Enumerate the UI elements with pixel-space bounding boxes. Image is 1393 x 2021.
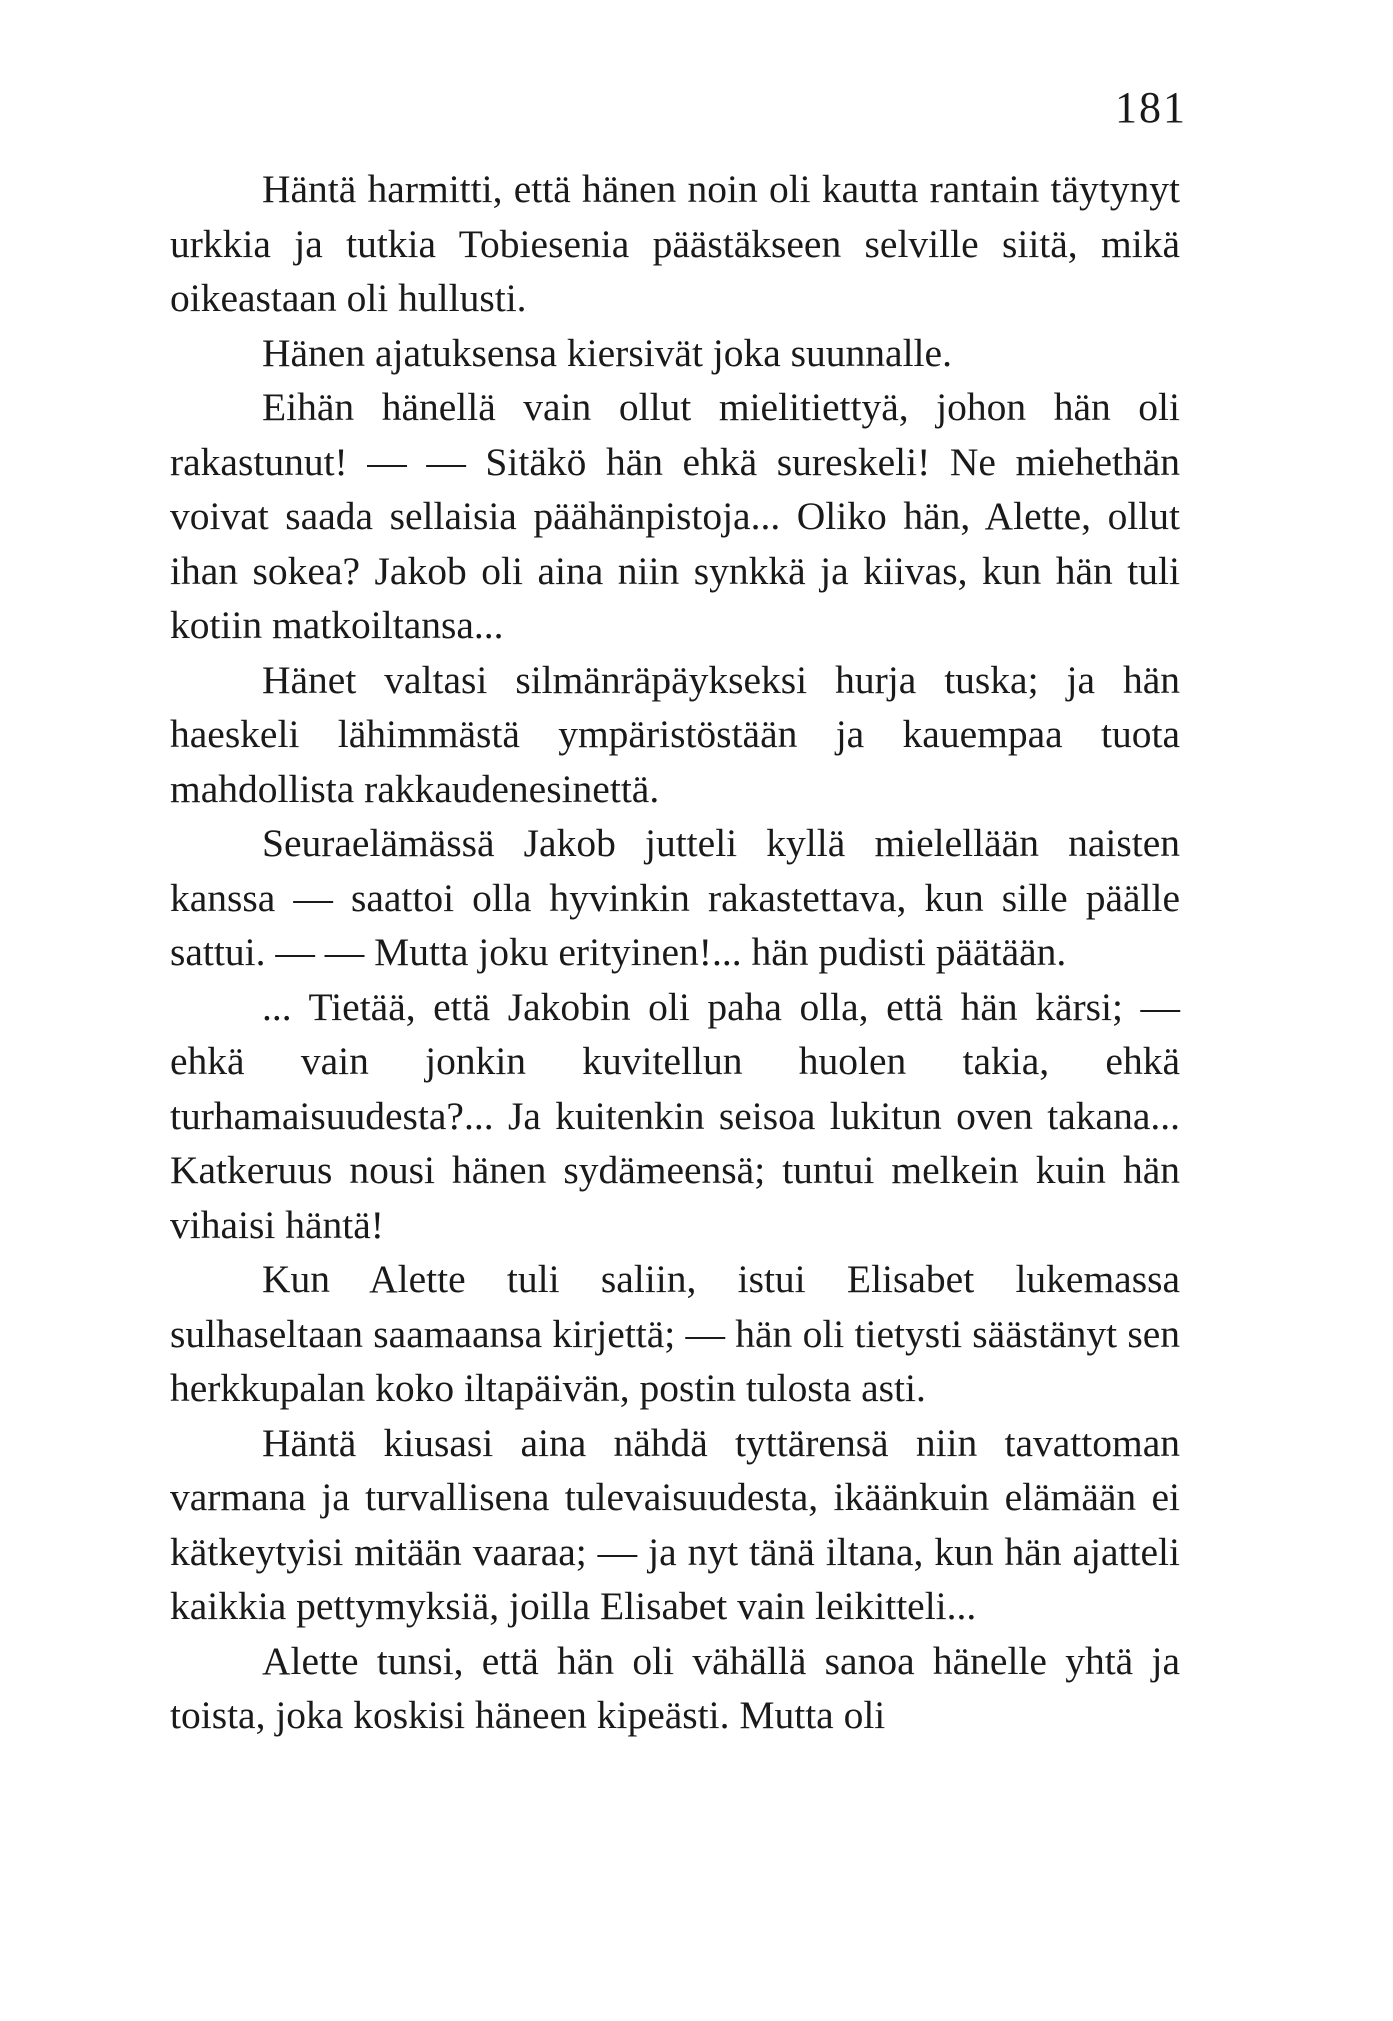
paragraph-6: ... Tietää, että Jakobin oli paha olla, että hän kärsi; — ehkä vain jonkin kuvitellun huolen takia, ehkä turhamaisuudesta?... Ja kuitenkin seisoa lukitun oven takana... Katkeruus nousi hänen sydämeensä; tuntui melkein kuin hän vihaisi häntä!	[170, 984, 1180, 1247]
paragraph-1: Häntä harmitti, että hänen noin oli kautta rantain täytynyt urkkia ja tutkia Tobiesenia päästäkseen selville siitä, mikä oikeastaan oli hullusti.	[170, 167, 1180, 320]
paragraph-7: Kun Alette tuli saliin, istui Elisabet lukemassa sulhaseltaan saamaansa kirjettä; — hän oli tietysti säästänyt sen herkkupalan koko iltapäivän, postin tulosta asti.	[170, 1257, 1180, 1410]
paragraph-8: Häntä kiusasi aina nähdä tyttärensä niin tavattoman varmana ja turvallisena tulevaisuudesta, ikäänkuin elämään ei kätkeytyisi mitään vaaraa; — ja nyt tänä iltana, kun hän ajatteli kaikkia pettymyksiä, joilla Elisabet vain leikitteli...	[170, 1420, 1180, 1628]
paragraph-2: Hänen ajatuksensa kiersivät joka suunnalle.	[262, 330, 952, 375]
paragraph-4: Hänet valtasi silmänräpäykseksi hurja tuska; ja hän haeskeli lähimmästä ympäristöstään ja kauempaa tuota mahdollista rakkaudenesinettä.	[170, 657, 1180, 811]
body-text	[170, 162, 1180, 1743]
paragraph-5: Seuraelämässä Jakob jutteli kyllä mielellään naisten kanssa — saattoi olla hyvinkin rakastettava, kun sille päälle sattui. — — Mutta joku erityinen!... hän pudisti päätään.	[170, 821, 1180, 974]
paragraph-9: Alette tunsi, että hän oli vähällä sanoa hänelle yhtä ja toista, joka koskisi häneen kipeästi. Mutta oli	[170, 1638, 1180, 1737]
paragraph-3: Eihän hänellä vain ollut mielitiettyä, johon hän oli rakastunut! — — Sitäkö hän ehkä sureskeli! Ne miehethän voivat saada sellaisia päähänpistoja... Oliko hän, Alette, ollut ihan sokea? Jakob oli aina niin synkkä ja kiivas, kun hän tuli kotiin matkoiltansa...	[170, 385, 1180, 647]
page-number: 181	[1115, 83, 1187, 132]
